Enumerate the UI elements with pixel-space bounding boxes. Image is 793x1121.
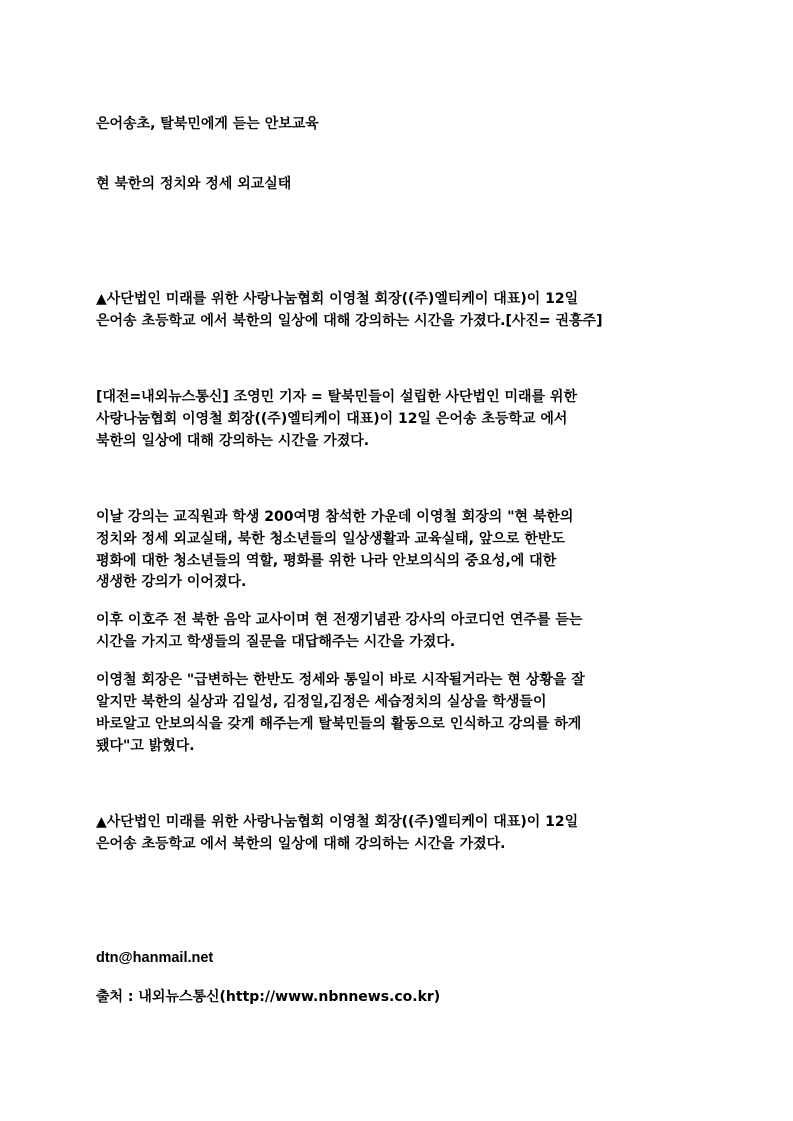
para3-line-3: 바로알고 안보의식을 갖게 해주는게 탈북민들의 활동으로 인식하고 강의를 하게: [96, 716, 582, 732]
lead-line-1: [대전=내외뉴스통신] 조영민 기자 = 탈북민들이 설립한 사단법인 미래를 위한: [96, 389, 577, 405]
contact-email: dtn@hanmail.net: [96, 950, 214, 966]
photo-caption-top-line-1: ▲사단법인 미래를 위한 사랑나눔협회 이영철 회장((주)엘티케이 대표)이 12일: [96, 291, 579, 307]
source-line: 출처 : 내외뉴스통신(http://www.nbnnews.co.kr): [96, 989, 441, 1005]
para2-line-1: 이후 이호주 전 북한 음악 교사이며 현 전쟁기념관 강사의 아코디언 연주를 듣는: [96, 612, 583, 628]
para1-line-4: 생생한 강의가 이어졌다.: [96, 574, 247, 590]
para1-line-2: 정치와 정세 외교실태, 북한 청소년들의 일상생활과 교육실태, 앞으로 한반도: [96, 531, 565, 547]
article-title: 은어송초, 탈북민에게 듣는 안보교육: [96, 116, 319, 132]
para3-line-1: 이영철 회장은 "급변하는 한반도 정세와 통일이 바로 시작될거라는 현 상황을 잘: [96, 672, 585, 688]
photo-caption-bottom-line-2: 은어송 초등학교 에서 북한의 일상에 대해 강의하는 시간을 가졌다.: [96, 836, 506, 852]
para1-line-1: 이날 강의는 교직원과 학생 200여명 참석한 가운데 이영철 회장의 "현 북한의: [96, 509, 574, 525]
photo-caption-top-line-2: 은어송 초등학교 에서 북한의 일상에 대해 강의하는 시간을 가졌다.[사진= 권흥주]: [96, 313, 603, 329]
photo-caption-bottom-line-1: ▲사단법인 미래를 위한 사랑나눔협회 이영철 회장((주)엘티케이 대표)이 12일: [96, 814, 579, 830]
para1-line-3: 평화에 대한 청소년들의 역할, 평화를 위한 나라 안보의식의 중요성,에 대한: [96, 553, 557, 569]
para3-line-2: 알지만 북한의 실상과 김일성, 김정일,김정은 세습정치의 실상을 학생들이: [96, 694, 547, 710]
lead-line-3: 북한의 일상에 대해 강의하는 시간을 가졌다.: [96, 433, 370, 449]
para3-line-4: 됐다"고 밝혔다.: [96, 738, 195, 754]
article-subtitle: 현 북한의 정치와 정세 외교실태: [96, 176, 292, 192]
para2-line-2: 시간을 가지고 학생들의 질문을 대답해주는 시간을 가졌다.: [96, 634, 456, 650]
lead-line-2: 사랑나눔협회 이영철 회장((주)엘티케이 대표)이 12일 은어송 초등학교 에서: [96, 411, 568, 427]
